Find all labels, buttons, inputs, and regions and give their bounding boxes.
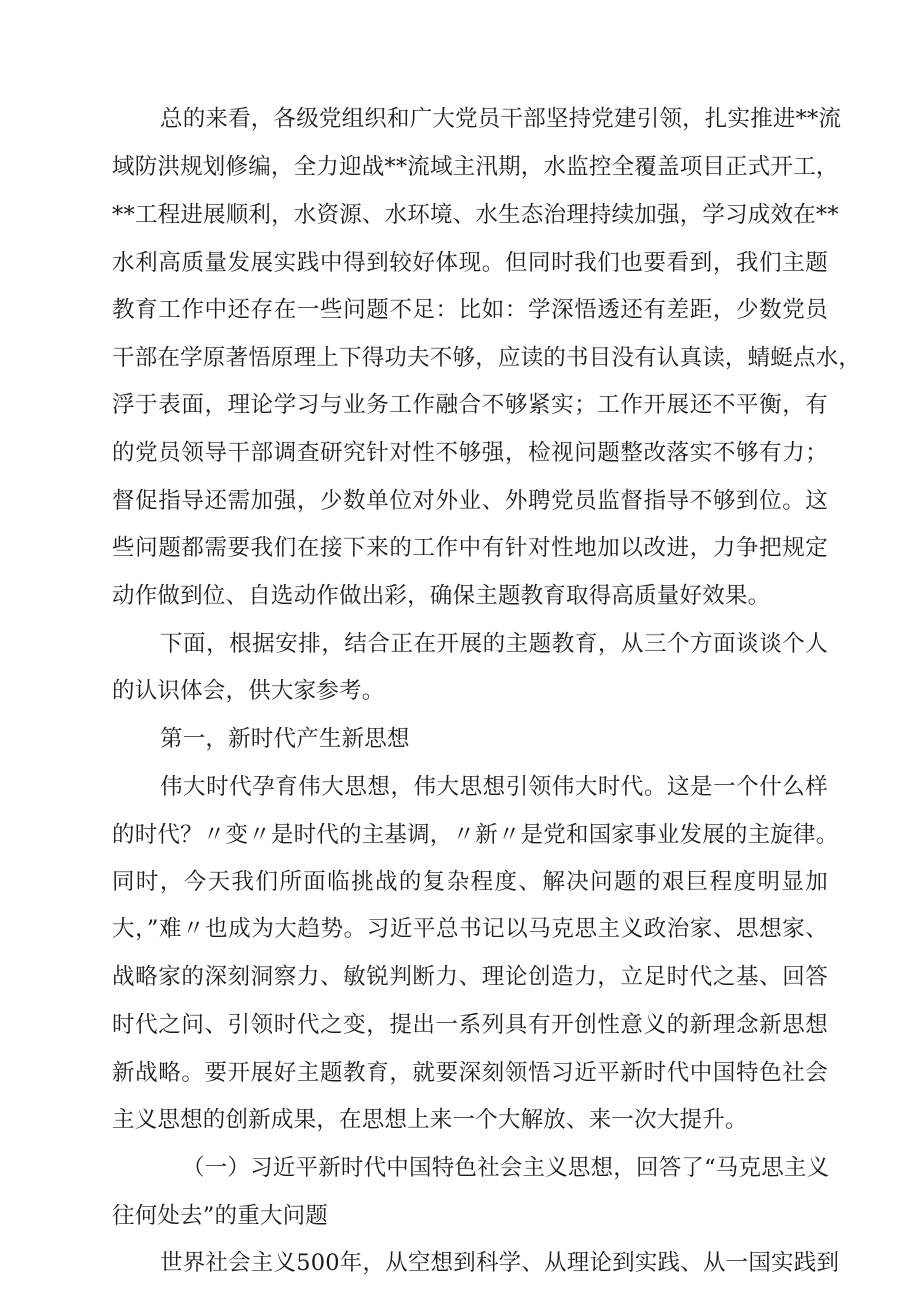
subsection-heading-line-1: （一）习近平新时代中国特色社会主义思想，回答了“马克思主义 xyxy=(182,1155,830,1181)
paragraph-1-line-8: 的党员领导干部调查研究针对性不够强，检视问题整改落实不够有力； xyxy=(112,440,828,466)
paragraph-3-line-2: 的时代？〃变〃是时代的主基调，〃新〃是党和国家事业发展的主旋律。 xyxy=(112,822,839,848)
paragraph-3-line-7: 新战略。要开展好主题教育，就要深刻领悟习近平新时代中国特色社会 xyxy=(112,1060,828,1086)
subsection-heading-line-2: 往何处去”的重大问题 xyxy=(112,1203,329,1229)
paragraph-3-line-4: 大，”难〃也成为大趋势。习近平总书记以马克思主义政治家、思想家、 xyxy=(112,916,828,942)
paragraph-3-line-5: 战略家的深刻洞察力、敏锐判断力、理论创造力，立足时代之基、回答 xyxy=(112,964,828,990)
paragraph-1-line-3: **工程进展顺利，水资源、水环境、水生态治理持续加强，学习成效在** xyxy=(112,202,839,228)
paragraph-1-line-7: 浮于表面，理论学习与业务工作融合不够紧实；工作开展还不平衡，有 xyxy=(112,392,828,418)
paragraph-1-line-6: 干部在学原著悟原理上下得功夫不够，应读的书目没有认真读，蜻蜓点水， xyxy=(112,345,862,371)
paragraph-1-line-2: 域防洪规划修编，全力迎战**流域主汛期，水监控全覆盖项目正式开工， xyxy=(112,154,839,180)
paragraph-4-line-1: 世界社会主义500年，从空想到科学、从理论到实践、从一国实践到 xyxy=(160,1250,840,1276)
paragraph-1-line-11: 动作做到位、自选动作做出彩，确保主题教育取得高质量好效果。 xyxy=(112,583,771,609)
paragraph-3-line-3: 同时，今天我们所面临挑战的复杂程度、解决问题的艰巨程度明显加 xyxy=(112,869,828,895)
section-heading: 第一，新时代产生新思想 xyxy=(160,726,410,752)
paragraph-1-line-5: 教育工作中还存在一些问题不足：比如：学深悟透还有差距，少数党员 xyxy=(112,297,828,323)
paragraph-1-line-1: 总的来看，各级党组织和广大党员干部坚持党建引领，扎实推进**流 xyxy=(160,106,842,132)
paragraph-2-line-2: 的认识体会，供大家参考。 xyxy=(112,678,385,704)
paragraph-2-line-1: 下面，根据安排，结合正在开展的主题教育，从三个方面谈谈个人 xyxy=(160,631,828,657)
paragraph-1-line-4: 水利高质量发展实践中得到较好体现。但同时我们也要看到，我们主题 xyxy=(112,250,828,276)
paragraph-3-line-8: 主义思想的创新成果，在思想上来一个大解放、来一次大提升。 xyxy=(112,1107,748,1133)
paragraph-3-line-1: 伟大时代孕育伟大思想，伟大思想引领伟大时代。这是一个什么样 xyxy=(160,774,828,800)
paragraph-1-line-10: 些问题都需要我们在接下来的工作中有针对性地加以改进，力争把规定 xyxy=(112,535,828,561)
paragraph-1-line-9: 督促指导还需加强，少数单位对外业、外聘党员监督指导不够到位。这 xyxy=(112,488,828,514)
paragraph-3-line-6: 时代之问、引领时代之变，提出一系列具有开创性意义的新理念新思想 xyxy=(112,1012,828,1038)
